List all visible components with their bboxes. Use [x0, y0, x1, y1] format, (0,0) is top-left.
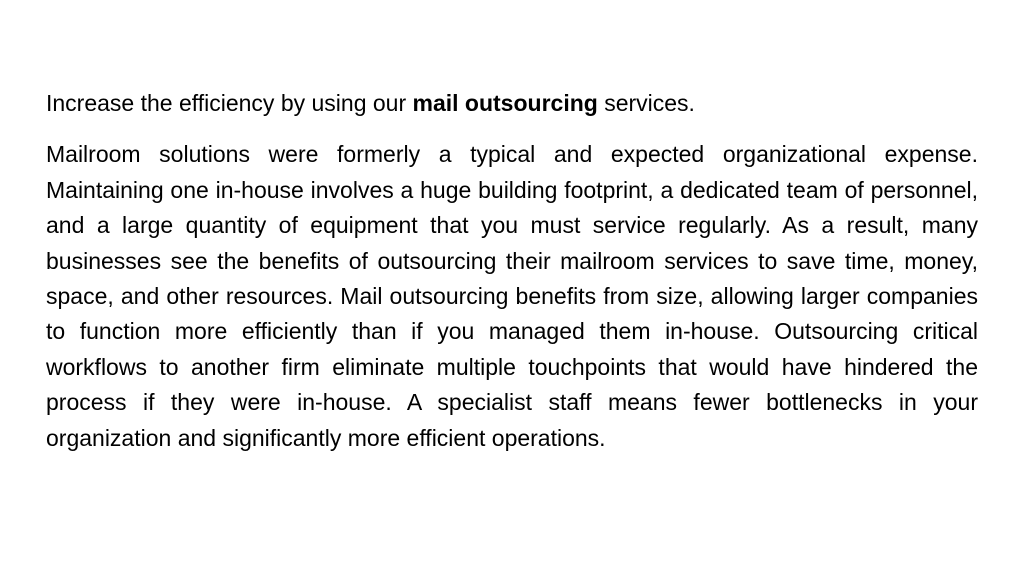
intro-suffix: services. [597, 90, 695, 116]
intro-paragraph [46, 86, 978, 121]
slide-content [46, 86, 978, 456]
body-paragraph: Mailroom solutions were formerly a typical and expected organizational expense. Maintaining one in-house involves a huge building footprint, a dedicated team of personnel, and a large quantity of equipment that you must service regularly. As a result, many businesses see the benefits of outsourcing their mailroom services to save time, money, space, and other resources. Mail outsourcing benefits from size, allowing larger companies to function more efficiently than if you managed them in-house. Outsourcing critical workflows to another firm eliminate multiple touchpoints that would have hindered the process if they were in-house. A specialist staff means fewer bottlenecks in your organization and significantly more efficient operations. [46, 141, 978, 451]
intro-highlight: mail outsourcing [412, 90, 598, 116]
intro-prefix: Increase the efficiency by using our [46, 90, 413, 116]
